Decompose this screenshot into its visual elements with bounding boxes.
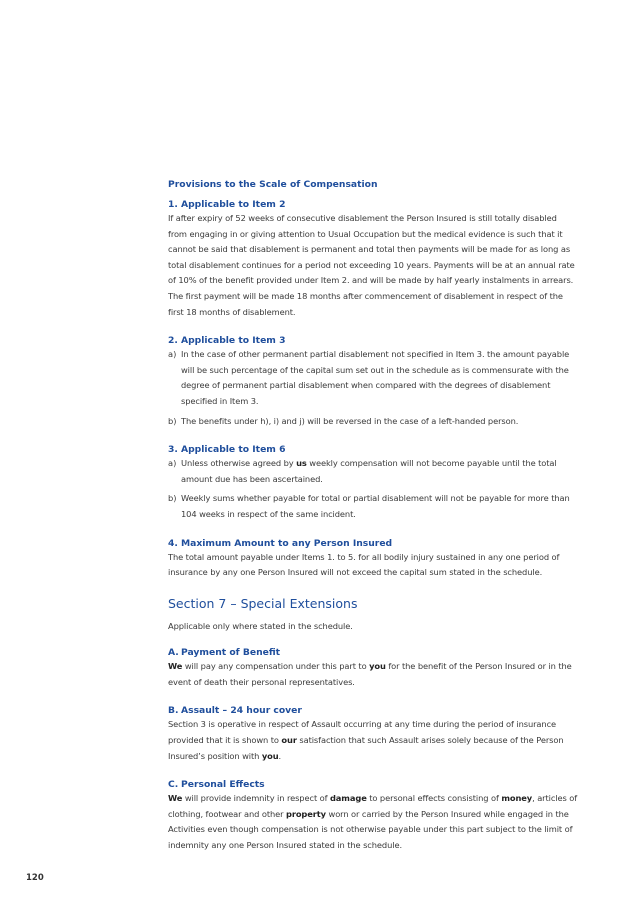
extension-a	[168, 646, 578, 690]
item-title: Applicable to Item 2	[181, 199, 286, 210]
text-run: for the benefit of the Person Insured or in the event of death their personal representatives.	[168, 661, 572, 687]
extension-text	[168, 791, 578, 853]
item-number: 1.	[168, 199, 178, 210]
text-run: Section 3 is operative in respect of Assault occurring at any time during the period of insurance provided that it is shown to	[168, 719, 557, 746]
extension-letter: B.	[168, 705, 179, 717]
item-title: Maximum Amount to any Person Insured	[181, 537, 393, 549]
sub-item-text: In the case of other permanent partial disablement not specified in Item 3. the amount payable will be such percentage of the capital sum set out in the schedule as is commensurate with the degree of permanent partial disablement when compared with the degrees of disablement specified in Item 3.	[181, 349, 570, 406]
item-text: The total amount payable under Items 1. to 5. for all bodily injury sustained in any one period of insurance by any one Person Insured will not exceed the capital sum stated in the schedule.	[168, 551, 560, 578]
text-run: weekly compensation will not become payable until the total amount due has been ascertained.	[181, 458, 557, 484]
defined-term: money	[501, 793, 533, 804]
item-number: 3.	[168, 444, 178, 456]
extension-heading	[168, 778, 578, 791]
extension-heading	[168, 646, 578, 659]
item-heading	[168, 198, 578, 211]
item-title: Applicable to Item 3	[181, 335, 286, 347]
extension-title: Assault – 24 hour cover	[181, 705, 302, 717]
item-heading	[168, 537, 578, 550]
sub-item-text: Weekly sums whether payable for total or partial disablement will not be payable for more than 104 weeks in respect of the same incident.	[181, 493, 570, 519]
defined-term: We	[168, 793, 183, 804]
sub-item	[168, 414, 578, 430]
defined-term: you	[369, 661, 386, 672]
sub-item	[168, 456, 578, 487]
item-heading	[168, 334, 578, 347]
item-number: 2.	[168, 335, 178, 347]
text-run: will pay any compensation under this part to	[182, 661, 370, 672]
text-run: satisfaction that such Assault arises solely because of the Person Insured’s position with	[168, 735, 564, 761]
text-run: , articles of clothing, footwear and other	[168, 793, 578, 819]
sub-item-text: The benefits under h), i) and j) will be reversed in the case of a left-handed person.	[181, 415, 519, 426]
page-number: 120	[26, 873, 44, 883]
provisions-heading: Provisions to the Scale of Compensation	[168, 179, 378, 190]
extension-b	[168, 704, 578, 764]
sub-item-label: a)	[168, 349, 177, 360]
extension-letter: A.	[168, 647, 179, 659]
text-run: .	[278, 750, 282, 761]
text-run: worn or carried by the Person Insured while engaged in the Activities even though compensation is not otherwise payable under this part subject to the limit of indemnity any one Person Insured stated in the schedule.	[168, 808, 573, 851]
sub-item-label: a)	[168, 458, 177, 469]
text-run: Unless otherwise agreed by	[181, 458, 297, 469]
sub-item-text	[181, 456, 578, 487]
item-text: If after expiry of 52 weeks of consecutive disablement the Person Insured is still totally disabled from engaging in or giving attention to Usual Occupation but the medical evidence is such that it cannot be said that disablement is permanent and total then payments will be made for as long as total disablement continues for a period not exceeding 10 years. Payments will be at an annual rate of 10% of the benefit provided under Item 2. and will be made by half yearly instalments in arrears. The first payment will be made 18 months after commencement of disablement in respect of the first 18 months of disablement.	[168, 213, 575, 317]
item-4	[168, 537, 578, 581]
item-title: Applicable to Item 6	[181, 444, 286, 456]
extension-text	[168, 717, 578, 764]
defined-term: you	[261, 750, 279, 761]
defined-term: our	[281, 735, 297, 746]
item-2	[168, 334, 578, 429]
extension-title: Personal Effects	[181, 779, 265, 791]
sub-item-label: b)	[168, 415, 177, 426]
extension-text	[168, 659, 578, 690]
text-run: to personal effects consisting of	[366, 793, 502, 804]
text-run: will provide indemnity in respect of	[182, 793, 330, 804]
sub-item	[168, 491, 578, 522]
item-heading	[168, 443, 578, 456]
item-number: 4.	[168, 537, 178, 549]
defined-term: damage	[329, 793, 367, 804]
item-1	[168, 198, 578, 320]
extension-c	[168, 778, 578, 853]
defined-term: property	[286, 808, 326, 819]
extension-title: Payment of Benefit	[181, 647, 281, 659]
defined-term: We	[168, 661, 183, 672]
extension-letter: C.	[168, 779, 179, 791]
section-title: Section 7 – Special Extensions	[168, 595, 358, 611]
sub-item-label: b)	[168, 493, 177, 504]
sub-item	[168, 347, 578, 409]
item-3	[168, 443, 578, 522]
document-body	[168, 178, 578, 865]
defined-term: us	[296, 458, 307, 469]
section-intro: Applicable only where stated in the schedule.	[168, 620, 353, 631]
extension-heading	[168, 704, 578, 717]
